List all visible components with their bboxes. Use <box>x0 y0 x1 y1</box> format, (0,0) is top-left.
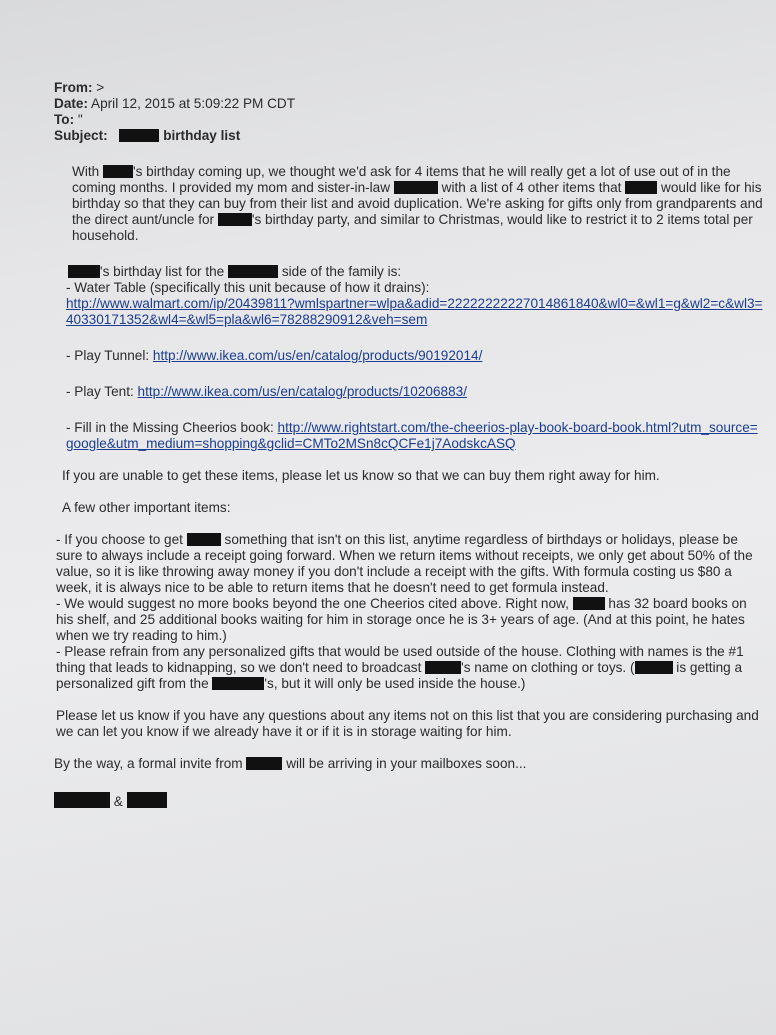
paper-page <box>20 0 776 1035</box>
redaction-box <box>228 265 278 278</box>
redaction-box <box>119 129 159 142</box>
item-cheerios-book <box>54 420 764 452</box>
item-play-tunnel <box>54 348 764 364</box>
ikea-tunnel-link[interactable]: http://www.ikea.com/us/en/catalog/products/90192014/ <box>152 348 483 363</box>
subject-label: Subject: <box>54 128 108 143</box>
signoff-ampersand: & <box>113 794 123 809</box>
item-label: - Play Tent: <box>66 384 134 399</box>
text-span: - Please refrain from any personalized gifts that would be used outside of the house. Clothing with names is the #1 thing that leads to kidnapping, so we don't need to broadcast <box>56 644 744 675</box>
text-span: 's birthday list for the <box>100 264 225 279</box>
text-span: - We would suggest no more books beyond the one Cheerios cited above. Right now, <box>56 596 569 611</box>
ikea-tent-link[interactable]: http://www.ikea.com/us/en/catalog/products/10206883/ <box>137 384 468 399</box>
item-label: - Play Tunnel: <box>66 348 150 363</box>
text-span: something that isn't on this list, anytime regardless of birthdays or holidays, please be sure to always include a receipt going forward. When we return items without receipts, we only get about 50% of the value, so it is like throwing away money if you don't include a receipt with the gifts. With formula costing us $80 a week, it is always nice to be able to return items that he doesn't need to get formula instead. <box>56 532 753 595</box>
walmart-link[interactable]: http://www.walmart.com/ip/20439811?wmlspartner=wlpa&adid=22222222227014861840&wl0=&wl1=g&wl2=c&wl3=40330171352&wl4=&wl5=pla&wl6=78288290912&veh=sem <box>66 296 763 327</box>
rightstart-link[interactable]: http://www.rightstart.com/the-cheerios-play-book-board-book.html?utm_source=google&utm_medium=shopping&gclid=CMTo2MSn8cQCFe1j7AodskcASQ <box>66 420 758 451</box>
redaction-box <box>127 792 167 808</box>
text-span: ( <box>629 660 635 675</box>
text-span: will be arriving in your mailboxes soon... <box>286 756 527 771</box>
text-span: is getting a personalized gift from the <box>56 660 743 691</box>
redaction-box <box>218 213 252 226</box>
to-label: To: <box>54 112 75 127</box>
item-label: - Fill in the Missing Cheerios book: <box>66 420 274 435</box>
other-items-heading: A few other important items: <box>62 500 231 515</box>
from-label: From: <box>54 80 93 95</box>
redaction-box <box>635 661 673 674</box>
redaction-box <box>394 181 438 194</box>
to-value: " <box>77 112 83 127</box>
redaction-box <box>103 165 133 178</box>
receipt-bullet <box>56 532 764 596</box>
redaction-box <box>212 677 264 690</box>
subject-line <box>54 128 764 144</box>
text-span: - If you choose to get <box>56 532 183 547</box>
date-label: Date: <box>54 96 88 111</box>
redaction-box <box>625 181 657 194</box>
text-span: 's birthday party, and similar to Christmas, would like to restrict it to 2 items total per household. <box>72 212 753 243</box>
text-span: 's, but it will only be used inside the house.) <box>264 676 526 691</box>
subject-value: birthday list <box>163 128 241 143</box>
to-line <box>54 112 764 128</box>
books-bullet <box>56 596 764 644</box>
redaction-box <box>573 597 605 610</box>
email-content <box>54 80 764 810</box>
invite-paragraph <box>54 756 764 772</box>
intro-paragraph <box>54 164 764 244</box>
item-play-tent <box>54 384 764 400</box>
item-water-table <box>54 280 764 328</box>
item-label: - Water Table (specifically this unit because of how it drains): <box>66 280 430 295</box>
from-line <box>54 80 764 96</box>
questions-paragraph: Please let us know if you have any questions about any items not on this list that you are considering purchasing and we can let you know if we already have it or if it is in storage waiting for him. <box>56 708 759 739</box>
other-items-list <box>54 532 764 692</box>
text-span: 's name on clothing or toys. <box>461 660 627 675</box>
from-value: > <box>96 80 105 95</box>
text-span: would like for his birthday so that they can buy from their list and avoid duplication. We're asking for gifts only from grandparents and the direct aunt/uncle for <box>72 180 763 227</box>
redaction-box <box>187 533 221 546</box>
text-span: With <box>72 164 100 179</box>
unable-paragraph: If you are unable to get these items, please let us know so that we can buy them right away for him. <box>62 468 660 483</box>
redaction-box <box>246 757 282 770</box>
date-line <box>54 96 764 112</box>
signoff <box>54 792 764 810</box>
list-intro <box>54 264 764 280</box>
redaction-box <box>425 661 461 674</box>
text-span: has 32 board books on his shelf, and 25 additional books waiting for him in storage once he is 3+ years of age. (And at this point, he hates when we try reading to him.) <box>56 596 747 643</box>
text-span: with a list of 4 other items that <box>441 180 622 195</box>
personalized-bullet <box>56 644 764 692</box>
redaction-box <box>68 265 100 278</box>
text-span: 's birthday coming up, we thought we'd ask for 4 items that he will really get a lot of use out of in the coming months. I provided my mom and sister-in-law <box>72 164 731 195</box>
redaction-box <box>54 792 110 808</box>
text-span: side of the family is: <box>281 264 402 279</box>
date-value: April 12, 2015 at 5:09:22 PM CDT <box>91 96 296 111</box>
text-span: By the way, a formal invite from <box>54 756 243 771</box>
email-header <box>54 80 764 144</box>
